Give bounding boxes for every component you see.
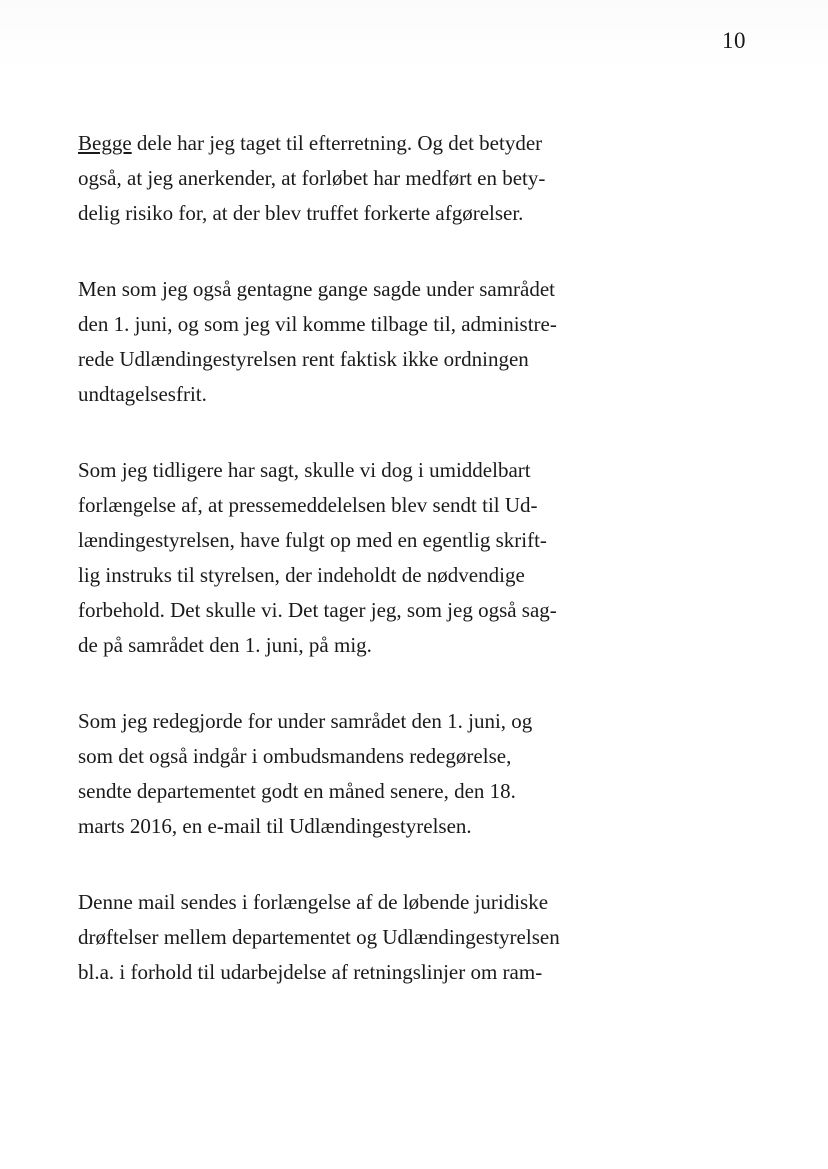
text-line: lig instruks til styrelsen, der indeholdt de nødvendige <box>78 563 525 587</box>
text-line: undtagelsesfrit. <box>78 382 207 406</box>
text-line: den 1. juni, og som jeg vil komme tilbage til, administre- <box>78 312 557 336</box>
text-line: som det også indgår i ombudsmandens redegørelse, <box>78 744 512 768</box>
text-line: sendte departementet godt en måned senere, den 18. <box>78 779 516 803</box>
paragraph-1 <box>78 126 618 231</box>
text-line: Denne mail sendes i forlængelse af de løbende juridiske <box>78 890 549 914</box>
text-line: marts 2016, en e-mail til Udlændingestyrelsen. <box>78 814 472 838</box>
paragraph-2 <box>78 272 618 412</box>
text-line: Som jeg tidligere har sagt, skulle vi dog i umiddelbart <box>78 458 531 482</box>
text-line: delig risiko for, at der blev truffet forkerte afgørelser. <box>78 201 524 225</box>
text-line: drøftelser mellem departementet og Udlændingestyrelsen <box>78 925 560 949</box>
text-line <box>78 126 618 161</box>
page-number: 10 <box>722 28 746 53</box>
text-line: også, at jeg anerkender, at forløbet har medført en bety- <box>78 166 546 190</box>
text-line: Som jeg redegjorde for under samrådet den 1. juni, og <box>78 709 533 733</box>
text-line: lændingestyrelsen, have fulgt op med en egentlig skrift- <box>78 528 547 552</box>
text-line: forbehold. Det skulle vi. Det tager jeg, som jeg også sag- <box>78 598 557 622</box>
text-line: forlængelse af, at pressemeddelelsen blev sendt til Ud- <box>78 493 538 517</box>
text-line: bl.a. i forhold til udarbejdelse af retningslinjer om ram- <box>78 960 543 984</box>
paragraph-3 <box>78 453 618 663</box>
body-text <box>78 126 618 1031</box>
paragraph-5 <box>78 885 618 990</box>
paragraph-4 <box>78 704 618 844</box>
text-line: rede Udlændingestyrelsen rent faktisk ikke ordningen <box>78 347 529 371</box>
text-line: de på samrådet den 1. juni, på mig. <box>78 633 372 657</box>
text-line: Men som jeg også gentagne gange sagde under samrådet <box>78 277 556 301</box>
underlined-word: Begge <box>78 131 132 155</box>
text-line-rest: dele har jeg taget til efterretning. Og det betyder <box>131 131 543 155</box>
